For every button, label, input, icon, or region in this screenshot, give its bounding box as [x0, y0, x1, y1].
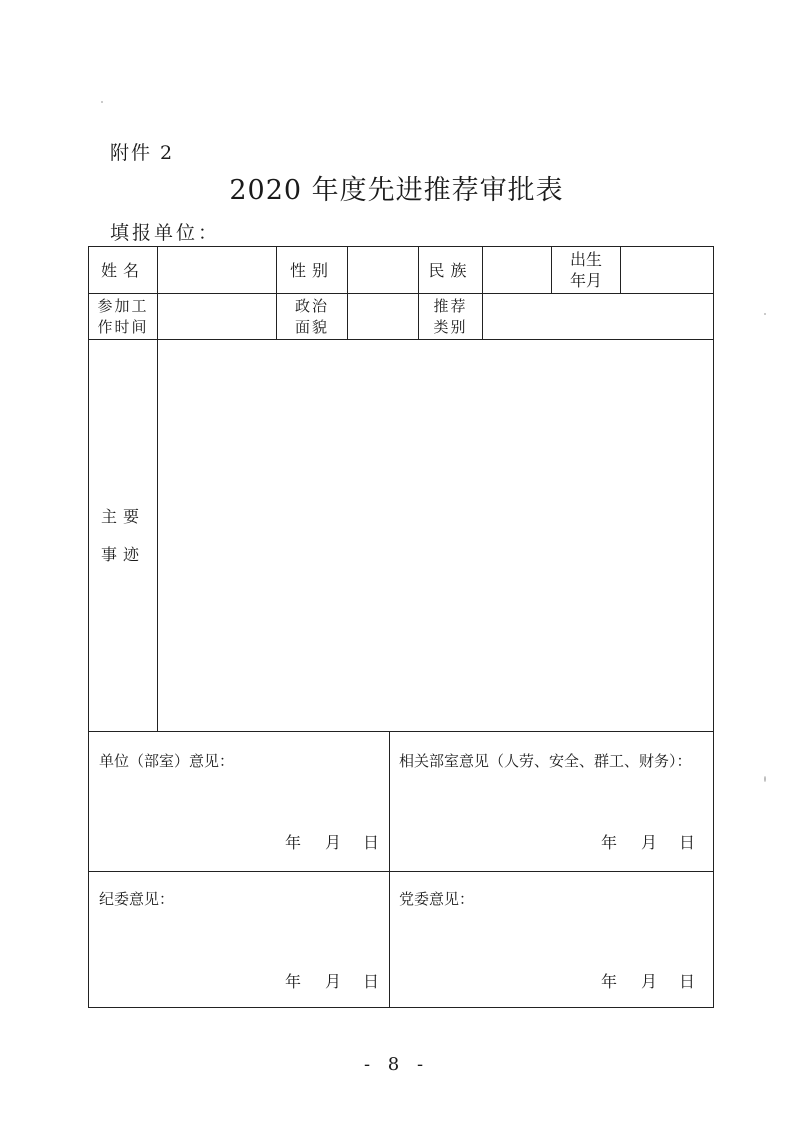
date-day: 日 — [363, 833, 380, 852]
date-day: 日 — [679, 972, 696, 991]
name-label: 姓名 — [100, 260, 145, 280]
date-day: 日 — [679, 833, 696, 852]
birth-date-label — [552, 247, 620, 293]
political-status-value[interactable] — [348, 294, 418, 339]
category-line2: 类别 — [433, 317, 468, 336]
date-month: 月 — [325, 833, 342, 852]
political-line1: 政治 — [294, 296, 329, 315]
date-year: 年 — [285, 833, 302, 852]
ethnicity-value[interactable] — [483, 247, 551, 293]
date-year: 年 — [601, 972, 618, 991]
related-dept-opinion-label: 相关部室意见（人劳、安全、群工、财务）： — [399, 752, 692, 770]
name-value[interactable] — [158, 247, 276, 293]
birth-label-line2: 年月 — [569, 271, 602, 290]
date-month: 月 — [325, 972, 342, 991]
unit-dept-opinion-date — [285, 830, 379, 853]
form-title: 2020 年度先进推荐审批表 — [229, 175, 564, 206]
unit-dept-opinion-label: 单位（部室）意见： — [99, 752, 235, 770]
approval-form-table — [88, 246, 714, 1008]
date-year: 年 — [285, 972, 302, 991]
gender-value[interactable] — [348, 247, 418, 293]
party-committee-opinion-label: 党委意见： — [399, 890, 475, 908]
birth-date-value[interactable] — [621, 247, 713, 293]
category-line1: 推荐 — [433, 296, 468, 315]
scan-speck — [764, 776, 766, 782]
date-month: 月 — [641, 972, 658, 991]
related-dept-opinion-date — [601, 830, 695, 853]
party-committee-opinion-date — [601, 969, 695, 992]
work-start-line2: 作时间 — [97, 317, 149, 336]
scan-speck — [101, 101, 103, 103]
work-start-value[interactable] — [158, 294, 276, 339]
scan-speck — [764, 313, 766, 315]
date-month: 月 — [641, 833, 658, 852]
recommend-category-label — [419, 294, 482, 339]
date-day: 日 — [363, 972, 380, 991]
main-deeds-label — [89, 340, 157, 731]
work-start-line1: 参加工 — [97, 296, 149, 315]
birth-label-line1: 出生 — [569, 250, 602, 269]
col-divider — [389, 731, 390, 1007]
page-number: - 8 - — [363, 1054, 430, 1075]
row-divider — [89, 731, 713, 732]
attachment-label: 附件 2 — [110, 142, 175, 164]
reporting-unit-label: 填报单位： — [110, 222, 221, 244]
discipline-committee-opinion-label: 纪委意见： — [99, 890, 175, 908]
main-deeds-line2: 事迹 — [100, 544, 145, 564]
main-deeds-content[interactable] — [158, 340, 713, 731]
main-deeds-line1: 主要 — [100, 506, 145, 526]
date-year: 年 — [601, 833, 618, 852]
recommend-category-value[interactable] — [483, 294, 713, 339]
row-divider — [89, 871, 713, 872]
work-start-label — [89, 294, 157, 339]
political-status-label — [277, 294, 347, 339]
gender-label: 性别 — [289, 260, 334, 280]
discipline-committee-opinion-date — [285, 969, 379, 992]
political-line2: 面貌 — [294, 317, 329, 336]
ethnicity-label: 民族 — [428, 260, 473, 280]
